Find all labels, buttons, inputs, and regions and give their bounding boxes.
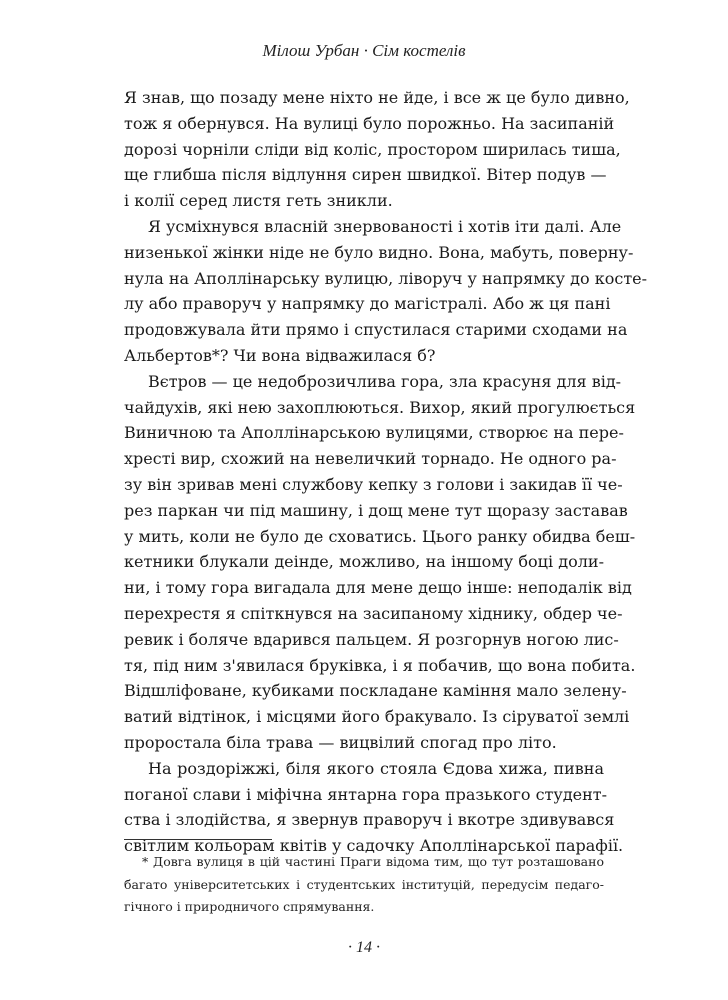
paragraph [124,85,630,214]
text-line: тож я обернувся. На вулиці було порожньо. На засипаній [124,113,615,133]
text-line: і колії серед листя геть зникли. [124,191,393,211]
footnote [124,851,604,919]
text-line: Вєтров — це недоброзичлива гора, зла красуня для від- [148,371,622,391]
footnote-line: гічного і природничого спрямування. [124,899,375,914]
text-line: хресті вир, схожий на невеличкий торнадо. Не одного ра- [124,449,617,469]
footnote-line: * Довга вулиця в цій частині Праги відома тим, що тут розташовано [142,854,604,869]
text-line: ни, і тому гора вигадала для мене дещо інше: неподалік від [124,578,632,598]
text-line: кетники блукали деінде, можливо, на іншому боці доли- [124,552,604,572]
paragraph [124,214,648,369]
text-line: ревик і боляче вдарився пальцем. Я розгорнув ногою лис- [124,629,619,649]
text-line: світлим кольорам квітів у садочку Аполлінарської парафії. [124,836,624,856]
text-line: ства і злодійства, я звернув праворуч і вкотре здивувався [124,810,615,830]
text-line: продовжувала йти прямо і спустилася старими сходами на [124,320,628,340]
text-line: Я усміхнувся власній знервованості і хотів іти далі. Але [148,216,622,236]
paragraph [124,369,636,756]
text-line: ще глибша після відлуння сирен швидкої. Вітер подув — [124,165,607,185]
text-line: лу або праворуч у напрямку до магістралі. Або ж ця пані [124,294,611,314]
page-number: · 14 · [348,939,380,956]
footnote-line: багато університетських і студентських інституцій, передусім педаго- [124,876,604,892]
paragraph [124,756,624,859]
text-line: тя, під ним з'явилася бруківка, і я побачив, що вона побита. [124,655,636,675]
text-line: чайдухів, які нею захоплюються. Вихор, який прогулюється [124,397,636,417]
text-line: проростала біла трава — вицвілий спогад про літо. [124,732,557,752]
text-line: На роздоріжжі, біля якого стояла Єдова хижа, пивна [148,758,604,778]
running-head: Мілош Урбан · Сім костелів [262,41,466,60]
text-line: нула на Аполлінарську вулицю, ліворуч у напрямку до косте- [124,268,648,288]
text-line: перехрестя я спіткнувся на засипаному хіднику, обдер че- [124,603,623,623]
text-line: у мить, коли не було де сховатись. Цього ранку обидва беш- [124,526,636,546]
text-line: дорозі чорніли сліди від коліс, простором ширилась тиша, [124,139,621,159]
text-line: зу він зривав мені службову кепку з голови і закидав її че- [124,474,623,494]
text-line: Я знав, що позаду мене ніхто не йде, і все ж це було дивно, [124,88,630,107]
text-line: Альбертов*? Чи вона відважилася б? [124,345,436,365]
text-line: поганої слави і міфічна янтарна гора празького студент- [124,784,608,804]
text-line: Виничною та Аполлінарською вулицями, створює на пере- [124,423,624,443]
text-line: Відшліфоване, кубиками поскладане каміння мало зелену- [124,681,627,701]
text-line: ватий відтінок, і місцями його бракувало. Із сіруватої землі [124,707,630,727]
text-line: низенької жінки ніде не було видно. Вона, мабуть, поверну- [124,242,634,262]
text-line: рез паркан чи під машину, і дощ мене тут щоразу заставав [124,500,628,520]
body-text [124,85,648,859]
footnote-separator [124,839,272,840]
